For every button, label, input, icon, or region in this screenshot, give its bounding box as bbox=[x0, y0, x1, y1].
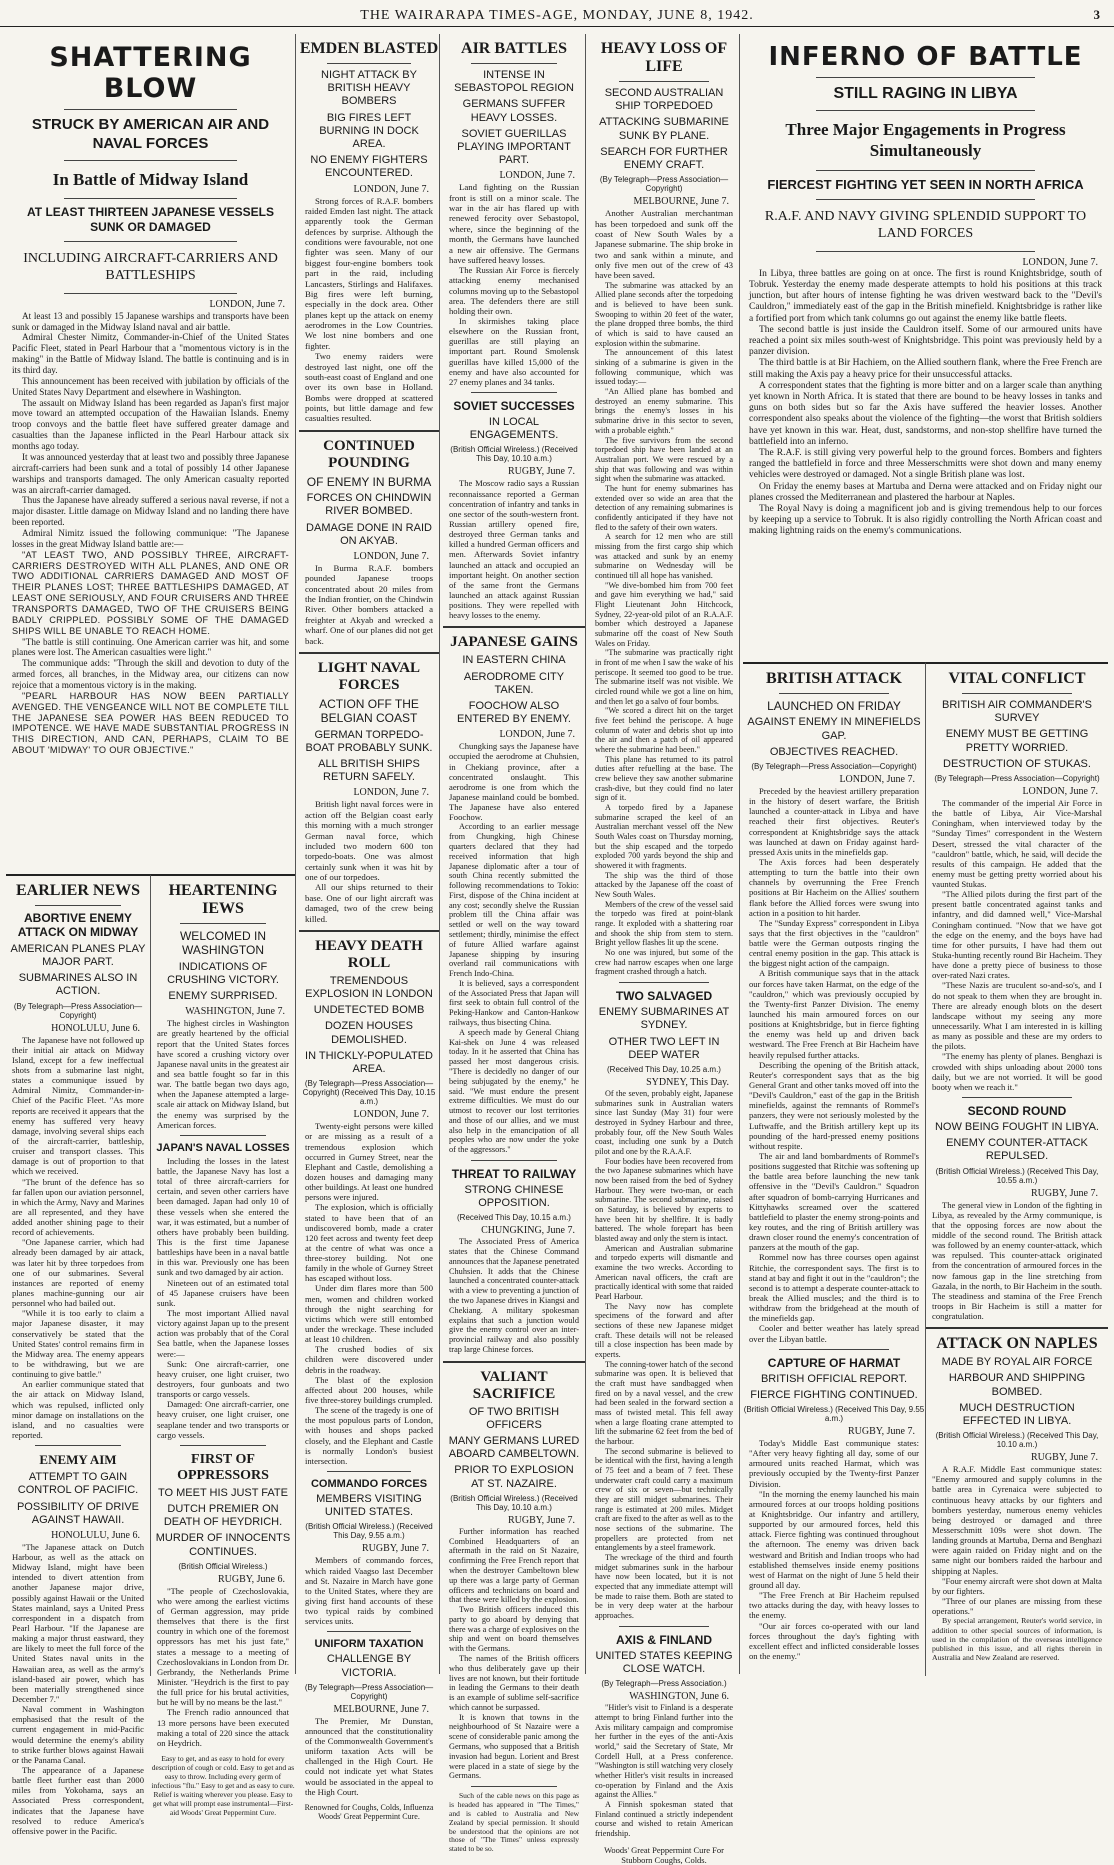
article-paragraph: American and Australian submarine and torpedo experts will dismantle and examine the two wrecks. According to American naval officers, the craft are practically identical with some that raided Pearl Harbour. bbox=[595, 1243, 733, 1301]
credit-line: (British Official Wireless.) (Received This Day, 10.55 a.m.) bbox=[935, 1166, 1099, 1185]
subhead: OBJECTIVES REACHED. bbox=[769, 745, 899, 758]
headline-commando-forces: COMMANDO FORCES bbox=[310, 1478, 428, 1491]
article-paragraph: Nineteen out of an estimated total of 45 Japanese cruisers have been sunk. bbox=[157, 1277, 289, 1308]
article-paragraph: The French radio announced that 13 more persons have been executed making a total of 220 since the attack on Heydrich. bbox=[157, 1707, 289, 1748]
article-paragraph: Damaged: One aircraft-carrier, one heavy cruiser, one light cruiser, one seaplane tender and two transports or cargo vessels. bbox=[157, 1399, 289, 1440]
advertisement: Easy to get, and as easy to hold for every description of cough or cold. Easy to get and as easy to throw. Including every germ of infectious "flu." Easy to get and as easy to cure. Relief is waiting wherever you please. Easy to get what will prompt ease instrumental—First-aid Woods' Great Peppermint Cure. bbox=[151, 1754, 295, 1818]
dateline: LONDON, June 7. bbox=[209, 298, 285, 310]
credit-line: (By Telegraph—Press Association—Copyright) bbox=[13, 1001, 143, 1020]
dateline: LONDON, June 7. bbox=[1022, 256, 1098, 268]
headline-air-battles: AIR BATTLES bbox=[461, 40, 567, 57]
article-paragraph: Strong forces of R.A.F. bombers raided Emden last night. The attack apparently took the German defences by surprise. Although the conditions were favourable, not one fighter was seen. Many of our biggest four-engine bombers took part in the raid, including Lancasters, Stirlings and Halifaxes. Big fires were left burning, especially in the dock area. Other planes kept up the attack on enemy aerodromes in the Low Countries. We lost nine bombers and one fighter. bbox=[305, 195, 433, 351]
article-paragraph: The names of the British officers who thus deliberately gave up their lives are not known, but their fortitude in leading the Germans to their death is an example of sublime self-sacrifice which cannot be surpassed. bbox=[449, 1654, 579, 1712]
article-paragraph: The wreckage of the third and fourth midget submarines sunk in the harbour have now been located, but it is not expected that any immediate attempt will be made to raise them. Both are stated to be in very deep water at the harbour approaches. bbox=[595, 1553, 733, 1621]
article-paragraph: The Moscow radio says a Russian reconnaissance reported a German concentration of infantry and tanks in one sector of the south-western front. Russian artillery opened fire, destroyed three German tanks and killed a hundred German officers and men. Afterwards Soviet infantry launched an attack and occupied an important height. On another section of the same front the Germans launched an attack against Russian positions. They were repelled with heavy losses to the enemy. bbox=[449, 478, 579, 621]
article-paragraph: The assault on Midway Island has been regarded as Japan's first major move toward an attempted occupation of the Hawaiian Islands. Enemy troop convoys and the battle fleet have suffered greater damage and casualties than the Japanese inflicted in the Pearl Harbour attack six months ago today. bbox=[12, 397, 289, 452]
subhead: AERODROME CITY TAKEN. bbox=[463, 670, 565, 696]
article-paragraph: Members of the crew of the vessel said the torpedo was fired at point-blank range. It exploded with a shattering roar and shook the ship from stem to stern. Bright yellow flashes lit up the scene. bbox=[595, 899, 734, 948]
subhead: SECOND AUSTRALIAN SHIP TORPEDOED bbox=[604, 87, 724, 113]
headline-continued-pounding: CONTINUED POUNDING bbox=[323, 437, 415, 471]
article-paragraph: Admiral Chester Nimitz, Commander-in-Chief of the United States Pacific Fleet, stated in Pearl Harbour that a "momentous victory is in the making" in the Battle of Midway Island. The battle is continuing and is in its third day. bbox=[12, 332, 289, 376]
subhead: LAUNCHED ON FRIDAY bbox=[767, 699, 901, 713]
credit-line: (Received This Day, 10.25 a.m.) bbox=[607, 1064, 721, 1074]
headline-light-naval-forces: LIGHT NAVAL FORCES bbox=[317, 659, 421, 693]
article-paragraph: A Finnish spokesman stated that Finland continued a strictly independent course and wished to retain American friendship. bbox=[595, 1799, 733, 1838]
subhead: IN THICKLY-POPULATED AREA. bbox=[305, 1049, 433, 1076]
article-paragraph: Twenty-eight persons were killed or are missing as a result of a tremendous explosion which occurred in Gurney Street, near the Elephant and Castle, demolishing a dozen houses and damaging many other buildings. At least one hundred persons were injured. bbox=[305, 1121, 433, 1203]
subhead-carriers: INCLUDING AIRCRAFT-CARRIERS AND BATTLESHIPS bbox=[23, 250, 278, 284]
article-paragraph: Cooler and better weather has lately spread over the Libyan battle. bbox=[749, 1323, 919, 1344]
subhead-struck: STRUCK BY AMERICAN AIR AND NAVAL FORCES bbox=[31, 116, 270, 152]
article-paragraph: It is known that towns in the neighbourhood of St Nazaire were a scene of considerable panic among the Germans, who supposed that a British invasion had begun. Lorient and Brest were placed in a state of siege by the Germans. bbox=[449, 1712, 579, 1781]
article-paragraph: It was announced yesterday that at least two and possibly three Japanese aircraft-carriers had been sunk and a total of possibly 14 other Japanese warships and transports damaged. The only American casualty reported was an aircraft-carrier damaged. bbox=[12, 451, 289, 495]
article-paragraph: "The people of Czechoslovakia, who were among the earliest victims of German aggression, may pride themselves that there is the first country in which one of the foremost oppressors has met his just fate," states a message to a meeting of Czechoslovakians in London from Dr. Gerbrandy, the Netherlands Prime Minister. "Heydrich is the first to pay the full price for his brutal activities, but he will by no means be the last." bbox=[157, 1585, 289, 1708]
subhead: ATTEMPT TO GAIN CONTROL OF PACIFIC. bbox=[17, 1471, 139, 1497]
article-paragraph: The "Sunday Express" correspondent in Libya says that the first objectives in the "cauldron" battle were the German outposts ringing the central enemy position in the gap. This attack is the biggest night action of the campaign. bbox=[749, 917, 919, 969]
subhead: DAMAGE DONE IN RAID ON AKYAB. bbox=[306, 521, 432, 547]
subhead: HARBOUR AND SHIPPING BOMBED. bbox=[948, 1372, 1086, 1398]
article-paragraph: The appearance of a Japanese battle fleet further east than 2000 miles from Yokohama, says an Associated Press correspondent, indicates that the Japanese have resolved to reduce America's offensive power in the Pacific. bbox=[12, 1765, 144, 1836]
article-paragraph: "We dive-bombed him from 700 feet and gave him everything we had," said Flight Lieutenant John Hitchcock, Sydney, 22-year-old pilot of an R.A.A.F. bomber which destroyed a Japanese submarine off the coast of New South Wales on Friday. bbox=[595, 580, 733, 648]
article-paragraph: A R.A.F. Middle East communique states: "Enemy armoured and supply columns in the battle area in Cyrenaica were subjected to continuous heavy attacks by our fighters and bombers yesterday, numerous enemy vehicles being destroyed or damaged and three Messerschmitt 109s were shot down. The landing grounds at Martuba, Derna and Benghazi were again raided on Friday night and on the same night our bombers raided the harbour and shipping at Naples. bbox=[932, 1464, 1102, 1576]
headline-vital-conflict: VITAL CONFLICT bbox=[948, 670, 1086, 687]
article-paragraph: A search for 12 men who are still missing from the first cargo ship which was attacked and sunk by an enemy submarine on Wednesday will be continued till all hope has vanished. bbox=[595, 532, 733, 580]
credit-line: (British Official Wireless.) (Received This Day, 10.10 a.m.) bbox=[450, 445, 578, 464]
article-paragraph: "Three of our planes are missing from these operations." bbox=[932, 1596, 1102, 1617]
credit-line: (By Telegraph—Press Association—Copyright) (Received This Day, 10.15 a.m.) bbox=[302, 1079, 436, 1107]
credit-line: (British Official Wireless.) (Received This Day, 10.10 a.m.) bbox=[935, 1431, 1099, 1450]
article-paragraph: The announcement of this latest sinking of a submarine is given in the following communique, which was issued today:— bbox=[595, 348, 733, 387]
subhead-three-engagements: Three Major Engagements in Progress Simultaneously bbox=[785, 120, 1066, 161]
credit-line: (By Telegraph—Press Association—Copyright) bbox=[751, 761, 917, 771]
subhead: MURDER OF INNOCENTS CONTINUES. bbox=[155, 1532, 291, 1558]
article-paragraph: A correspondent states that the fighting is more bitter and on a larger scale than anything yet known in North Africa. It is stated that there are bound to be heavy losses in tanks and guns on both sides but so far the Axis have suffered the heavier losses. Another correspondent also speaks about the violence of the fighting—the worst that British soldiers have yet known in this war. Heat, dust, sandstorms, and non-stop shellfire have turned the battlefield into an inferno. bbox=[749, 380, 1102, 447]
article-paragraph: On Friday the enemy bases at Martuba and Derna were attacked and on Friday night our planes crossed the Mediterranean and plastered the harbour at Naples. bbox=[749, 481, 1102, 503]
headline-heavy-loss-of-life: HEAVY LOSS OF LIFE bbox=[600, 40, 728, 75]
dateline: CHUNGKING, June 7. bbox=[481, 1225, 575, 1237]
article-paragraph: Another Australian merchantman has been torpedoed and sunk off the coast of New South Wales by a Japanese submarine. The ship broke in two and sank within a minute, and only five men out of the crew of 43 have been saved. bbox=[595, 208, 733, 281]
article-paragraph: "In the morning the enemy launched his main armoured forces at our troops holding positions at Knightsbridge. Our infantry and artillery, supported by our armoured forces, held this attack. Fierce fighting was continued throughout the afternoon. The enemy was driven back westward and British and Indian troops who had established themselves inside enemy positions west of Harmat on the night of June 5 held their ground all day. bbox=[749, 1488, 919, 1591]
article-paragraph: Today's Middle East communique states: "After very heavy fighting all day, some of our armoured units reached Harmat, which was previously occupied by the Twenty-first Panzer Division. bbox=[749, 1438, 919, 1489]
subhead: INTENSE IN SEBASTOPOL REGION bbox=[454, 69, 574, 95]
article-paragraph: "One Japanese carrier, which had already been damaged by air attack, was later hit by three torpedoes from one of our submarines. Several instances are reported of enemy planes machine-gunning our air personnel who had bailed out. bbox=[12, 1237, 144, 1309]
article-paragraph: By special arrangement, Reuter's world service, in addition to other special sources of information, is used in the compilation of the overseas intelligence published in this issue, and all rights therein in Australia and New Zealand are reserved. bbox=[932, 1616, 1102, 1663]
communique-paragraph: "AT LEAST TWO, AND POSSIBLY THREE, AIRCRAFT-CARRIERS DESTROYED WITH ALL PLANES, AND ONE OR TWO ADDITIONAL CARRIERS DAMAGED AND MOST OF THEIR PLANES LOST; THREE BATTLESHIPS DAMAGED, AT LEAST ONE SERIOUSLY, AND FOUR CRUISERS AND THREE TRANSPORTS DAMAGED, TWO OF THE CRUISERS BEING BADLY CRIPPLED. POSSIBLY SOME OF THE DAMAGED SHIPS WILL BE UNABLE TO REACH HOME. bbox=[12, 549, 289, 636]
credit-line: (British Official Wireless.) (Received This Day, 10.10 a.m.) bbox=[450, 1493, 578, 1512]
dateline: LONDON, June 7. bbox=[839, 773, 915, 785]
article-paragraph: The Russian Air Force is fiercely attacking enemy mechanised columns moving up to the Sebastopol area. The defenders there are still holding their own. bbox=[449, 265, 579, 316]
subhead: OF ENEMY IN BURMA bbox=[306, 474, 432, 489]
article-paragraph: At least 13 and possibly 15 Japanese warships and transports have been sunk or damaged in the Midway Island naval and air battle. bbox=[12, 310, 289, 332]
dateline: LONDON, June 7. bbox=[353, 550, 429, 562]
masthead bbox=[0, 0, 1114, 27]
subhead: MADE BY ROYAL AIR FORCE bbox=[941, 1356, 1093, 1369]
credit-line: (British Official Wireless.) bbox=[178, 1561, 268, 1571]
article-paragraph: Describing the opening of the British attack, Reuter's correspondent says that as the big General Grant and other tanks moved off into the "Devil's Cauldron," east of the gap in the British minefields, against the remnants of Rommel's panzers, they were not seriously molested by the Luftwaffe, and the British artillery kept up its pounding of the hard-pressed enemy positions without respite. bbox=[749, 1059, 919, 1151]
subhead: NO ENEMY FIGHTERS ENCOUNTERED. bbox=[310, 154, 428, 180]
article-paragraph: An earlier communique stated that the air attack on Midway Island, which was repulsed, inflicted only minor damage on installations on the island, and no casualties were reported. bbox=[12, 1379, 144, 1441]
article-paragraph: Naval comment in Washington emphasised that the result of the current engagement in mid-Pacific would determine the enemy's ability to strike further blows against Hawaii or the Panama Canal. bbox=[12, 1704, 144, 1765]
subhead: OTHER TWO LEFT IN DEEP WATER bbox=[608, 1035, 720, 1061]
article-paragraph: The Associated Press of America states that the Chinese Command announces that the Japanese penetrated Chuhsien. It adds that the Chinese launched a concentrated counter-attack with a view to preventing a junction of the two Japanese drives in Kiangsi and Chekiang. A military spokesman explains that such a junction would give the enemy control over an inter-provincial railway and also possibly trap large Chinese forces. bbox=[449, 1237, 579, 1354]
subhead-still-raging: STILL RAGING IN LIBYA bbox=[833, 85, 1018, 102]
subhead: BRITISH AIR COMMANDER'S SURVEY bbox=[941, 699, 1092, 725]
article-paragraph: In Burma R.A.F. bombers pounded Japanese troops concentrated about 20 miles from the Indian frontier, on the Chindwin River. Other bombers attacked a freighter at Akyab and wrecked a wharf. One of our planes did not get back. bbox=[305, 562, 433, 646]
article-paragraph: The hunt for enemy submarines has extended over so wide an area that the detection of any remaining submarines is confidently anticipated if they have not fled to the safety of their own waters. bbox=[595, 483, 733, 532]
subhead: MUCH DESTRUCTION EFFECTED IN LIBYA. bbox=[959, 1401, 1075, 1428]
article-paragraph: The general view in London of the fighting in Libya, as revealed by the Army communique, is that the opposing forces are now about the middle of the second round. The British attack was followed by an enemy counter-attack, which was repulsed. This counter-attack originated from the concentration of armoured forces in the now famous gap in the line stretching from Gazala, in the north, to Bir Hacheim in the south. The steadiness and stamina of the Free French troops in Bir Hacheim is still a matter for congratulation. bbox=[932, 1199, 1102, 1322]
advertisement: Renowned for Coughs, Colds, Influenza Woods' Great Peppermint Cure. bbox=[304, 1802, 434, 1821]
dateline: MELBOURNE, June 7. bbox=[333, 1703, 429, 1715]
article-paragraph: "Hitler's visit to Finland is a desperate attempt to bring Finland further into the Axis military campaign and compromise her further in the eyes of the anti-Axis world," said the Secretary of State, Mr Cordell Hull, at a Press conference. "Washington is still watching very closely whether Hitler's visit results in increased co-operation by Finland and the Axis against the Allies." bbox=[595, 1703, 733, 1800]
dateline: RUGBY, June 7. bbox=[1030, 1452, 1098, 1464]
subhead: IN EASTERN CHINA bbox=[462, 654, 566, 667]
page-number: 3 bbox=[1093, 7, 1100, 22]
article-paragraph: "While it is too early to claim a major Japanese disaster, it may conservatively be stated that the United States' control remains firm in the Midway area. The enemy appears to be withdrawing, but we are continuing to give battle." bbox=[12, 1308, 144, 1380]
column-heavy-loss bbox=[589, 34, 740, 1865]
headline-valiant-sacrifice: VALIANT SACRIFICE bbox=[472, 1368, 556, 1402]
article-paragraph: Members of commando forces, which raided Vaagso last December and St. Nazaire in March have gone to the United States, where they are giving first hand accounts of these two typical raids by combined services units. bbox=[305, 1555, 433, 1627]
column-emden bbox=[299, 34, 440, 1821]
subhead: AMERICAN PLANES PLAY MAJOR PART. bbox=[10, 942, 146, 968]
article-paragraph: The submarine was attacked by an Allied plane seconds after the torpedoing and is believed to have been sunk. Swooping to within 20 feet of the water, the plane dropped three bombs, the third of which is said to have caused an explosion within the submarine. bbox=[595, 280, 733, 348]
article-paragraph: The ship was the third of those attacked by the Japanese off the coast of New South Wales. bbox=[595, 870, 733, 900]
article-paragraph: The most important Allied naval victory against Japan up to the present action was probably that of the Coral Sea battle, when the Japanese losses were:— bbox=[157, 1308, 289, 1359]
article-paragraph: Further information has reached Combined Headquarters of an aftermath in the raid on St Nazaire, confirming the Free French report that when the destroyer Cambeltown blew up there was a large party of German officers and technicians on board and that these were killed by the explosion. bbox=[449, 1526, 579, 1605]
subhead: NOW BEING FOUGHT IN LIBYA. bbox=[934, 1121, 1099, 1134]
dateline: RUGBY, June 7. bbox=[507, 466, 575, 478]
article-paragraph: "The Japanese attack on Dutch Harbour, as well as the attack on Midway Island, might have been intended to divert attention from another Japanese major drive, possibly against Hawaii or the United States mainland, says a United Press correspondent in a dispatch from Pearl Harbour. "If the Japanese are making a major thrust eastward, they are likely to meet the full force of the United States naval units in the Hawaiian area, as well as the army's island-based air power, which has been materially strengthened since December 7." bbox=[12, 1541, 144, 1705]
article-paragraph: "We scored a direct hit on the target five feet behind the periscope. A huge column of water and debris shot up into the air and then a patch of oil appeared where the submarine had been." bbox=[595, 706, 733, 754]
article-paragraph: No one was injured, but some of the crew had narrow escapes when one large fragment crashed through a hatch. bbox=[595, 948, 733, 977]
article-paragraph: The blast of the explosion affected about 200 houses, while five three-storey buildings crumpled. bbox=[305, 1374, 433, 1406]
article-paragraph: The Japanese have not followed up their initial air attack on Midway Island, except for a few ineffectual shots from a submarine last night, states a communique issued by Admiral Nimitz, Commander-in-Chief of the Pacific Fleet. "As more reports are received it appears that the enemy has suffered very heavy damage, involving several ships each of the aircraft-carrier, battleship, cruiser and transport classes. This damage is out of proportion to that which we received. bbox=[12, 1034, 144, 1177]
subhead: IN LOCAL ENGAGEMENTS. bbox=[469, 416, 559, 442]
subhead: AGAINST ENEMY IN MINEFIELDS GAP. bbox=[747, 716, 921, 742]
article-paragraph: The R.A.F. is still giving very powerful help to the ground forces. Bombers and fighters ranged the battlefield in force and three Messerschmitts were shot down and many enemy vehicles were destroyed or damaged. Not a single British plane was lost. bbox=[749, 448, 1102, 481]
subhead: ENEMY SURPRISED. bbox=[168, 990, 278, 1003]
subhead: DESTRUCTION OF STUKAS. bbox=[943, 757, 1091, 770]
article-paragraph: The second submarine is believed to be identical with the first, having a length of 75 feet and a beam of 7 feet. These underwater craft could carry a maximum crew of six or seven—but technically they are still midget submarines. Their range is estimated at 200 miles. Midget craft are fixed to the after as well as to the nose sections of the submarine. The propellers are protected from net entanglements by a steel framework. bbox=[595, 1446, 733, 1553]
column-british-attack bbox=[743, 662, 926, 1676]
article-paragraph: The Premier, Mr Dunstan, announced that the constitutionality of the Commonwealth Government's uniform taxation Acts will be challenged in the High Court. He could not indicate yet what States would be associated in the appeal to the High Court. bbox=[305, 1715, 433, 1797]
dateline: LONDON, June 7. bbox=[499, 729, 575, 741]
article-paragraph: The communique adds: "Through the skill and devotion to duty of the armed forces, all branches, in the Midway area, our citizens can now rejoice that a momentous victory is in the making. bbox=[12, 658, 289, 690]
dateline: LONDON, June 7. bbox=[353, 1109, 429, 1121]
headline-heartening-news: HEARTENING IEWS bbox=[168, 882, 278, 917]
subhead-raf-navy: R.A.F. AND NAVY GIVING SPLENDID SUPPORT TO LAND FORCES bbox=[764, 208, 1087, 242]
headline-japanese-gains: JAPANESE GAINS bbox=[450, 634, 578, 651]
subhead: SOVIET GUERILLAS PLAYING IMPORTANT PART. bbox=[457, 127, 571, 167]
article-paragraph: According to an earlier message from Chungking, high Chinese quarters declared that they had received information that high Japanese diplomatic after a tour of south China recently submitted the following recommendations to Tokio: First, dispose of the China incident at any cost; secondly shelve the Russian problem till the China affair was settled or well on the way toward settlement; thirdly, minimise the effect of future Allied warfare against Japanese shipping by insuring overland rail communications with French Indo-China. bbox=[449, 822, 579, 979]
column-vital-conflict bbox=[926, 662, 1108, 1676]
subhead: ENEMY COUNTER-ATTACK REPULSED. bbox=[946, 1137, 1088, 1163]
dateline: RUGBY, June 7. bbox=[847, 1426, 915, 1438]
column-heartening-news bbox=[151, 874, 295, 1818]
subhead: BRITISH OFFICIAL REPORT. bbox=[760, 1372, 908, 1385]
article-paragraph: In Libya, three battles are going on at once. The first is round Knightsbridge, south of Tobruk. Yesterday the enemy made desperate attempts to hold his positions at this track junction, but after hours of intense fighting he was driven westward back to the "Devil's Cauldron," immediately east of the gap in the British minefield. Knightsbridge is rather like a fortified port from which tank columns go out against the enemy like battle fleets. bbox=[749, 268, 1102, 324]
dateline: RUGBY, June 7. bbox=[507, 1514, 575, 1526]
column-air-battles bbox=[443, 34, 586, 1854]
article-paragraph: "The Allied pilots during the first part of the present battle concentrated against tanks and infantry, and did damned well," Vice-Marshal Coningham continued. "Now that we have got the edge on the enemy, and the boys have had time for other pursuits, I have had them out Stuka-hunting recently round Bir Hacheim. They have done a pretty piece of business to those over-rated Nazi crates. bbox=[932, 889, 1102, 981]
subhead: GERMANS SUFFER HEAVY LOSSES. bbox=[462, 98, 566, 124]
dateline: LONDON, June 7. bbox=[353, 787, 429, 799]
article-paragraph: "The brunt of the defence has so far fallen upon our aviation personnel, in which the Army, Navy and Marines are all represented, and they have added another shining page to their record of achievements. bbox=[12, 1176, 144, 1238]
credit-line: (Received This Day, 10.15 a.m.) bbox=[457, 1213, 571, 1223]
article-paragraph: It is believed, says a correspondent of the Associated Press that Japan will first seek to obtain full control of the Peking-Hankow and Canton-Hankow railways, thus bisecting China. bbox=[449, 978, 579, 1028]
subhead: DUTCH PREMIER ON DEATH OF HEYDRICH. bbox=[163, 1503, 283, 1529]
article-paragraph: A British communique says that in the attack our forces have taken Harmat, on the edge of the "cauldron," which was previously occupied by the Twenty-first Panzer Division. The enemy launched his main armoured forces on our positions at Knightsbridge, but in fierce fighting the enemy was held up and driven back westward. The Free French at Bir Hacheim have heavily repulsed further attacks. bbox=[749, 968, 919, 1060]
dateline: LONDON, June 7. bbox=[1022, 785, 1098, 797]
article-paragraph: The air and land bombardments of Rommel's positions suggested that Ritchie was softening up the battle area before launching the new tank offensive in the "Devil's Cauldron." Squadron after squadron of bomb-carrying Hurricanes and Kittyhawks screamed over the scattered battlefield to plaster the enemy strong-points and key routes, and the ring of British artillery was drawn closer round the enemy's concentration of panzers at the mouth of the gap. bbox=[749, 1151, 919, 1253]
subhead: OF TWO BRITISH OFFICERS bbox=[468, 1405, 560, 1431]
subhead: ENEMY SUBMARINES AT SYDNEY. bbox=[598, 1006, 730, 1032]
headline-first-of-oppressors: FIRST OF OPPRESSORS bbox=[177, 1451, 269, 1483]
credit-line: (By Telegraph—Press Association—Copyright) bbox=[304, 1682, 434, 1701]
headline-soviet-successes: SOVIET SUCCESSES bbox=[453, 399, 575, 413]
subhead: SEARCH FOR FURTHER ENEMY CRAFT. bbox=[600, 145, 728, 171]
subhead-midway: In Battle of Midway Island bbox=[52, 169, 249, 189]
article-paragraph: The highest circles in Washington are greatly heartened by the official report that the United States forces have scored a crushing victory over Japanese naval units in the greatest air and sea battle fought so far in this war. The battle began two days ago, when the Japanese attempted a large-scale air attack on Midway Island, but the enemy was surprised by the American forces. bbox=[157, 1018, 289, 1130]
headline-japans-naval-losses: JAPAN'S NAVAL LOSSES bbox=[156, 1141, 290, 1154]
article-paragraph: Of the seven, probably eight, Japanese submarines sunk in Australian waters since last Sunday (May 31) four were destroyed in Sydney Harbour and three, probably four, off the New South Wales coast, including one sunk by a Dutch pilot and one by the R.A.A.F. bbox=[595, 1088, 733, 1156]
article-paragraph: Sunk: One aircraft-carrier, one heavy cruiser, one light cruiser, two destroyers, four gunboats and two transports or cargo vessels. bbox=[157, 1358, 289, 1400]
article-paragraph: Two enemy raiders were destroyed last night, one off the south-east coast of England and one over its own base in Holland. Bombs were dropped at scattered points, but little damage and few casualties resulted. bbox=[305, 351, 433, 424]
dateline: RUGBY, June 7. bbox=[1030, 1187, 1098, 1199]
dateline: RUGBY, June 6. bbox=[217, 1573, 285, 1585]
article-paragraph: A torpedo fired by a Japanese submarine scraped the keel of an Australian merchant vessel off the New South Wales coast on Thursday morning, but the ship escaped and the torpedo exploded 700 yards beyond the ship and showered it with fragments. bbox=[595, 803, 733, 871]
subhead: ACTION OFF THE BELGIAN COAST bbox=[319, 696, 419, 726]
subhead: FIERCE FIGHTING CONTINUED. bbox=[750, 1388, 918, 1401]
article-paragraph: The Axis forces had been desperately attempting to turn the battle into their own channels by overrunning the Free French positions at Bir Hacheim on the Allies' southern flank before the Allied forces were swung into action in a position to hit harder. bbox=[749, 856, 919, 918]
article-paragraph: "These Nazis are truculent so-and-so's, and I do not speak to them when they are brought in. There are already enough blots on the desert landscape without my seeing any more unnecessarily. What I am interested in is killing as many as possible and these are my orders to the pilots. bbox=[932, 980, 1102, 1052]
subhead: DOZEN HOUSES DEMOLISHED. bbox=[324, 1020, 413, 1046]
headline-emden-blasted: EMDEN BLASTED bbox=[299, 40, 439, 57]
article-paragraph: The Royal Navy is doing a magnificent job and is giving tremendous help to our forces by keeping up a service to Tobruk. It is also rigidly controlling the North African coast and making lightning raids on the enemy's communications. bbox=[749, 504, 1102, 537]
article-paragraph: Including the losses in the latest battle, the Japanese Navy has lost a total of three aircraft-carriers for certain, and seven other carriers have been damaged. Japan had only 10 of these vessels when she entered the war, it was estimated, but a number of others have probably been building. This is the first time Japanese battleships have been in a naval battle in this war. Previously one has been sunk and two damaged by air action. bbox=[157, 1155, 289, 1278]
dateline: HONOLULU, June 6. bbox=[51, 1022, 140, 1034]
subhead: UNITED STATES KEEPING CLOSE WATCH. bbox=[595, 1649, 733, 1676]
article-paragraph: Admiral Nimitz issued the following communique: "The Japanese losses in the great Midway Island battle are:— bbox=[12, 527, 289, 549]
headline-two-salvaged: TWO SALVAGED bbox=[615, 989, 713, 1004]
dateline: HONOLULU, June 6. bbox=[51, 1529, 140, 1541]
article-paragraph: Chungking says the Japanese have occupied the aerodrome at Chuhsien, in Chekiang province, after a concentrated onslaught. This aerodrome is one from which the Japanese mainland could be bombed. The Japanese have also entered Foochow. bbox=[449, 741, 579, 823]
headline-second-round: SECOND ROUND bbox=[967, 1104, 1067, 1119]
subhead: SUBMARINES ALSO IN ACTION. bbox=[18, 972, 138, 998]
article-paragraph: The Navy now has complete specimens of the forward and after sections of these new Japanese midget craft. These details will not be released till a close inspection has been made by experts. bbox=[595, 1301, 733, 1360]
subhead: WELCOMED IN WASHINGTON bbox=[179, 929, 266, 958]
headline-threat-to-railway: THREAT TO RAILWAY bbox=[451, 1166, 577, 1181]
article-paragraph: Thus the Japanese have already suffered a serious naval reverse, if not a major disaster. Little damage on Midway Island and no landing there have been reported. bbox=[12, 495, 289, 528]
article-paragraph: This plane has returned to its patrol duties after refuelling at the base. The crew believe they saw another submarine crash-dive, but they could find no later sign of it. bbox=[595, 754, 733, 803]
article-paragraph: Two British officers induced this party to go aboard by denying that there was a charge of explosives on the ship and went on board themselves with the Germans. bbox=[449, 1605, 580, 1654]
article-paragraph: All our ships returned to their base. One of our light aircraft was damaged, two of the crew being killed. bbox=[305, 882, 433, 924]
advertisement: Woods' Great Peppermint Cure For Stubborn Coughs, Colds. bbox=[604, 1844, 724, 1865]
subhead: TO MEET HIS JUST FATE bbox=[158, 1486, 288, 1499]
headline-axis-finland: AXIS & FINLAND bbox=[616, 1632, 712, 1647]
column-inferno bbox=[743, 34, 1108, 1674]
article-paragraph: The conning-tower hatch of the second submarine was open. It is believed that the craft must have sandbagged when fired on by a naval vessel, and the crew had been sealed in the forward section a mass of twisted metal. This fell away when a large floating crane attempted to lift the submarine 62 feet from the bed of the harbour. bbox=[595, 1359, 733, 1447]
article-paragraph: The explosion, which is officially stated to have been that of an undiscovered bomb, made a crater 120 feet across and twenty feet deep at the centre of what was once a three-storey building. Not one family in the whole of Gurney Street has escaped without loss. bbox=[305, 1202, 433, 1284]
article-paragraph: "An Allied plane has bombed and destroyed an enemy submarine. This brings the enemy's losses in his submarine drive in this sector to seven, with a probable eighth." bbox=[595, 387, 733, 435]
article-paragraph: "The Free French at Bir Hacheim repulsed two attacks during the day, with heavy losses to the enemy. bbox=[749, 1590, 919, 1621]
subhead: GERMAN TORPEDO-BOAT PROBABLY SUNK. bbox=[305, 728, 433, 754]
subhead-fiercest: FIERCEST FIGHTING YET SEEN IN NORTH AFRICA bbox=[767, 176, 1084, 192]
article-paragraph: Land fighting on the Russian front is still on a minor scale. The war in the air has flared up with renewed ferocity over Sebastopol, where, since the beginning of the month, the Germans have launched a new air offensive. The Germans have suffered heavy losses. bbox=[449, 182, 579, 265]
newspaper-title: THE WAIRARAPA TIMES-AGE, MONDAY, JUNE 8, 1942. bbox=[360, 8, 754, 23]
subhead: ATTACKING SUBMARINE SUNK BY PLANE. bbox=[599, 116, 729, 142]
article-paragraph: Four bodies have been recovered from the two Japanese submarines which have now been raised from the bed of Sydney Harbour. They were two-man, or each submarine. The second submarine, raised on Saturday, is believed by experts to have been hit by shellfire. It is badly battered. The whole forepart has been blasted away and only the stern is intact. bbox=[595, 1156, 733, 1243]
headline-enemy-aim: ENEMY AIM bbox=[39, 1452, 117, 1468]
subhead: MANY GERMANS LURED ABOARD CAMBELTOWN. bbox=[448, 1435, 580, 1461]
subhead: NIGHT ATTACK BY BRITISH HEAVY BOMBERS bbox=[321, 69, 417, 108]
dateline: MELBOURNE, June 7. bbox=[633, 196, 729, 208]
subhead: TREMENDOUS EXPLOSION IN LONDON bbox=[305, 974, 433, 1001]
article-paragraph: The crushed bodies of six children were discovered under debris in the roadway. bbox=[305, 1344, 433, 1375]
headline-uniform-taxation: UNIFORM TAXATION bbox=[314, 1638, 424, 1651]
dateline: WASHINGTON, June 7. bbox=[185, 1006, 285, 1018]
article-paragraph: The third battle is at Bir Hachiem, on the Allied southern flank, where the Free French are still making the Axis pay a heavy price for their unsuccessful attacks. bbox=[749, 358, 1102, 380]
article-paragraph: Preceded by the heaviest artillery preparation in the history of desert warfare, the British launched a counter-attack in Libya and have reached their first objectives. Reuter's correspondent at Knightsbridge says the attack was launched at dawn on Friday against hard-pressed Axis units in the minefields gap. bbox=[749, 785, 919, 857]
subhead-thirteen: AT LEAST THIRTEEN JAPANESE VESSELS SUNK OR DAMAGED bbox=[27, 204, 274, 234]
column-shattering-blow bbox=[6, 34, 296, 1836]
credit-line: (By Telegraph—Press Association.) bbox=[601, 1679, 727, 1689]
dateline: LONDON, June 7. bbox=[353, 183, 429, 195]
subhead: UNDETECTED BOMB bbox=[313, 1004, 425, 1017]
article-paragraph: This announcement has been received with jubilation by officials of the United States Navy Department and elsewhere in Washington. bbox=[12, 375, 289, 397]
subhead: FOOCHOW ALSO ENTERED BY ENEMY. bbox=[457, 699, 571, 726]
subhead: ABORTIVE ENEMY ATTACK ON MIDWAY bbox=[17, 911, 139, 940]
subhead: ALL BRITISH SHIPS RETURN SAFELY. bbox=[318, 758, 420, 784]
headline-british-attack: BRITISH ATTACK bbox=[766, 670, 902, 687]
article-paragraph: The five survivors from the second torpedoed ship have been landed at an Australian port. We were rescued by a ship that was following and was within sight when the submarine was attacked. bbox=[595, 435, 733, 484]
article-paragraph: British light naval forces were in action off the Belgian coast early this morning with a much stronger German naval force, which included two modern 600 ton torpedo-boats. One was almost certainly sunk when it was hit by one of our torpedoes. bbox=[305, 799, 433, 883]
article-paragraph: The scene of the tragedy is one of the most populous parts of London, with houses and shops packed closely, and the Elephant and Castle is normally London's busiest intersection. bbox=[305, 1405, 433, 1466]
headline-attack-on-naples: ATTACK ON NAPLES bbox=[936, 1335, 1098, 1353]
article-paragraph: The second battle is just inside the Cauldron itself. Some of our armoured units have reached a point six miles south-west of Knightsbridge. This point was previously held by a panzer division. bbox=[749, 324, 1102, 358]
article-paragraph: In skirmishes taking place elsewhere on the Russian front, guerillas are still playing an important part. Round Smolensk guerillas have killed 15,000 of the enemy and have also accounted for 27 enemy planes and 34 tanks. bbox=[449, 316, 579, 387]
article-paragraph: "The submarine was practically right in front of me when I saw the wake of his periscope. It seemed too good to be true. The submarine itself was not visible. We circled round while we got a line on him, and then let go a salvo of four bombs. bbox=[595, 648, 733, 706]
credit-line: (By Telegraph—Press Association—Copyright) bbox=[599, 175, 729, 194]
credit-line: (British Official Wireless.) (Received This Day, 9.55 a.m.) bbox=[743, 1405, 925, 1424]
article-paragraph: The commander of the imperial Air Force in the battle of Libya, Air Vice-Marshal Coningham, when interviewed today by the "Sunday Times" correspondent in the Western Desert, stressed the vital character of the "cauldron" battle, which, he said, will decide the results of this campaign. He added that the enemy must be getting pretty worried about his vaunted Stukas. bbox=[932, 797, 1102, 890]
subhead: CHALLENGE BY VICTORIA. bbox=[326, 1653, 412, 1679]
headline-heavy-death-roll: HEAVY DEATH ROLL bbox=[315, 937, 423, 971]
subhead: INDICATIONS OF CRUSHING VICTORY. bbox=[167, 960, 279, 986]
headline-shattering-blow: SHATTERING BLOW bbox=[49, 42, 252, 104]
subhead: STRONG CHINESE OPPOSITION. bbox=[464, 1183, 564, 1210]
article-paragraph: A speech made by General Chiang Kai-shek on June 4 was released today. In it he asserted that China has passed her most dangerous crisis. "There is decidedly no danger of our being subjugated by the enemy," he said. "We must endure the present extreme difficulties. We must do our utmost to recover our lost territories and those of our allies, and we must also help in the emancipation of all peoples who are now under the yoke of the aggressors." bbox=[449, 1027, 579, 1155]
article-paragraph: Under dim flares more than 500 men, women and children worked through the night searching for victims which were still entombed under the wreckage. These included at least 10 children. bbox=[305, 1283, 433, 1345]
subhead: POSSIBILITY OF DRIVE AGAINST HAWAII. bbox=[16, 1500, 140, 1526]
headline-inferno-of-battle: INFERNO OF BATTLE bbox=[768, 42, 1083, 72]
headline-capture-of-harmat: CAPTURE OF HARMAT bbox=[767, 1355, 901, 1370]
article-paragraph: "Four enemy aircraft were shot down at Malta by our fighters. bbox=[932, 1575, 1102, 1596]
copyright-note: Such of the cable news on this page as is headed has appeared in "The Times," and is cabled to Australia and New Zealand by special permission. It should be understood that the opinions are not those of "The Times" unless expressly stated to be so. bbox=[449, 1791, 579, 1854]
subhead: PRIOR TO EXPLOSION AT ST. NAZAIRE. bbox=[454, 1464, 574, 1490]
dateline: SYDNEY, This Day. bbox=[646, 1076, 729, 1088]
article-paragraph: "Our air forces co-operated with our land forces throughout the day's fighting with excellent effect and inflicted considerable losses on the enemy." bbox=[749, 1620, 919, 1662]
credit-line: (By Telegraph—Press Association—Copyright) bbox=[934, 773, 1100, 783]
article-paragraph: "The enemy has plenty of planes. Benghazi is crowded with ships unloading about 2000 tons daily, but we are not worried. It will be good booty when we reach it." bbox=[932, 1051, 1102, 1092]
subhead: ENEMY MUST BE GETTING PRETTY WORRIED. bbox=[945, 728, 1089, 754]
dateline: WASHINGTON, June 6. bbox=[629, 1691, 729, 1703]
article-paragraph: "The battle is still continuing. One American carrier was hit, and some planes were lost. The American casualties were light." bbox=[12, 636, 289, 658]
article-paragraph: Rommel now has three courses open against Ritchie, the correspondent says. The first is to stand at bay and fight it out in the "cauldron"; the second is to attempt a desperate counter-attack to break the Allied muscles; and the third is to withdraw from the bridgehead at the mouth of the minefields gap. bbox=[749, 1252, 919, 1324]
credit-line: (British Official Wireless.) (Received This Day, 9.55 a.m.) bbox=[305, 1522, 433, 1541]
subhead: BIG FIRES LEFT BURNING IN DOCK AREA. bbox=[319, 111, 419, 150]
subhead: MEMBERS VISITING UNITED STATES. bbox=[316, 1493, 422, 1519]
dateline: LONDON, June 7. bbox=[499, 170, 575, 182]
headline-earlier-news: EARLIER NEWS bbox=[15, 882, 141, 899]
communique-paragraph: "PEARL HARBOUR HAS NOW BEEN PARTIALLY AVENGED. THE VENGEANCE WILL NOT BE COMPLETE TILL THE JAPANESE SEA POWER HAS BEEN REDUCED TO IMPOTENCE. WE HAVE MADE SUBSTANTIAL PROGRESS IN THIS DIRECTION, AND CAN, PERHAPS, CLAIM TO BE ABOUT 'MIDWAY' TO OUR OBJECTIVE." bbox=[12, 690, 289, 756]
column-earlier-news bbox=[6, 874, 151, 1836]
dateline: RUGBY, June 7. bbox=[361, 1543, 429, 1555]
subhead: FORCES ON CHINDWIN RIVER BOMBED. bbox=[306, 492, 432, 518]
